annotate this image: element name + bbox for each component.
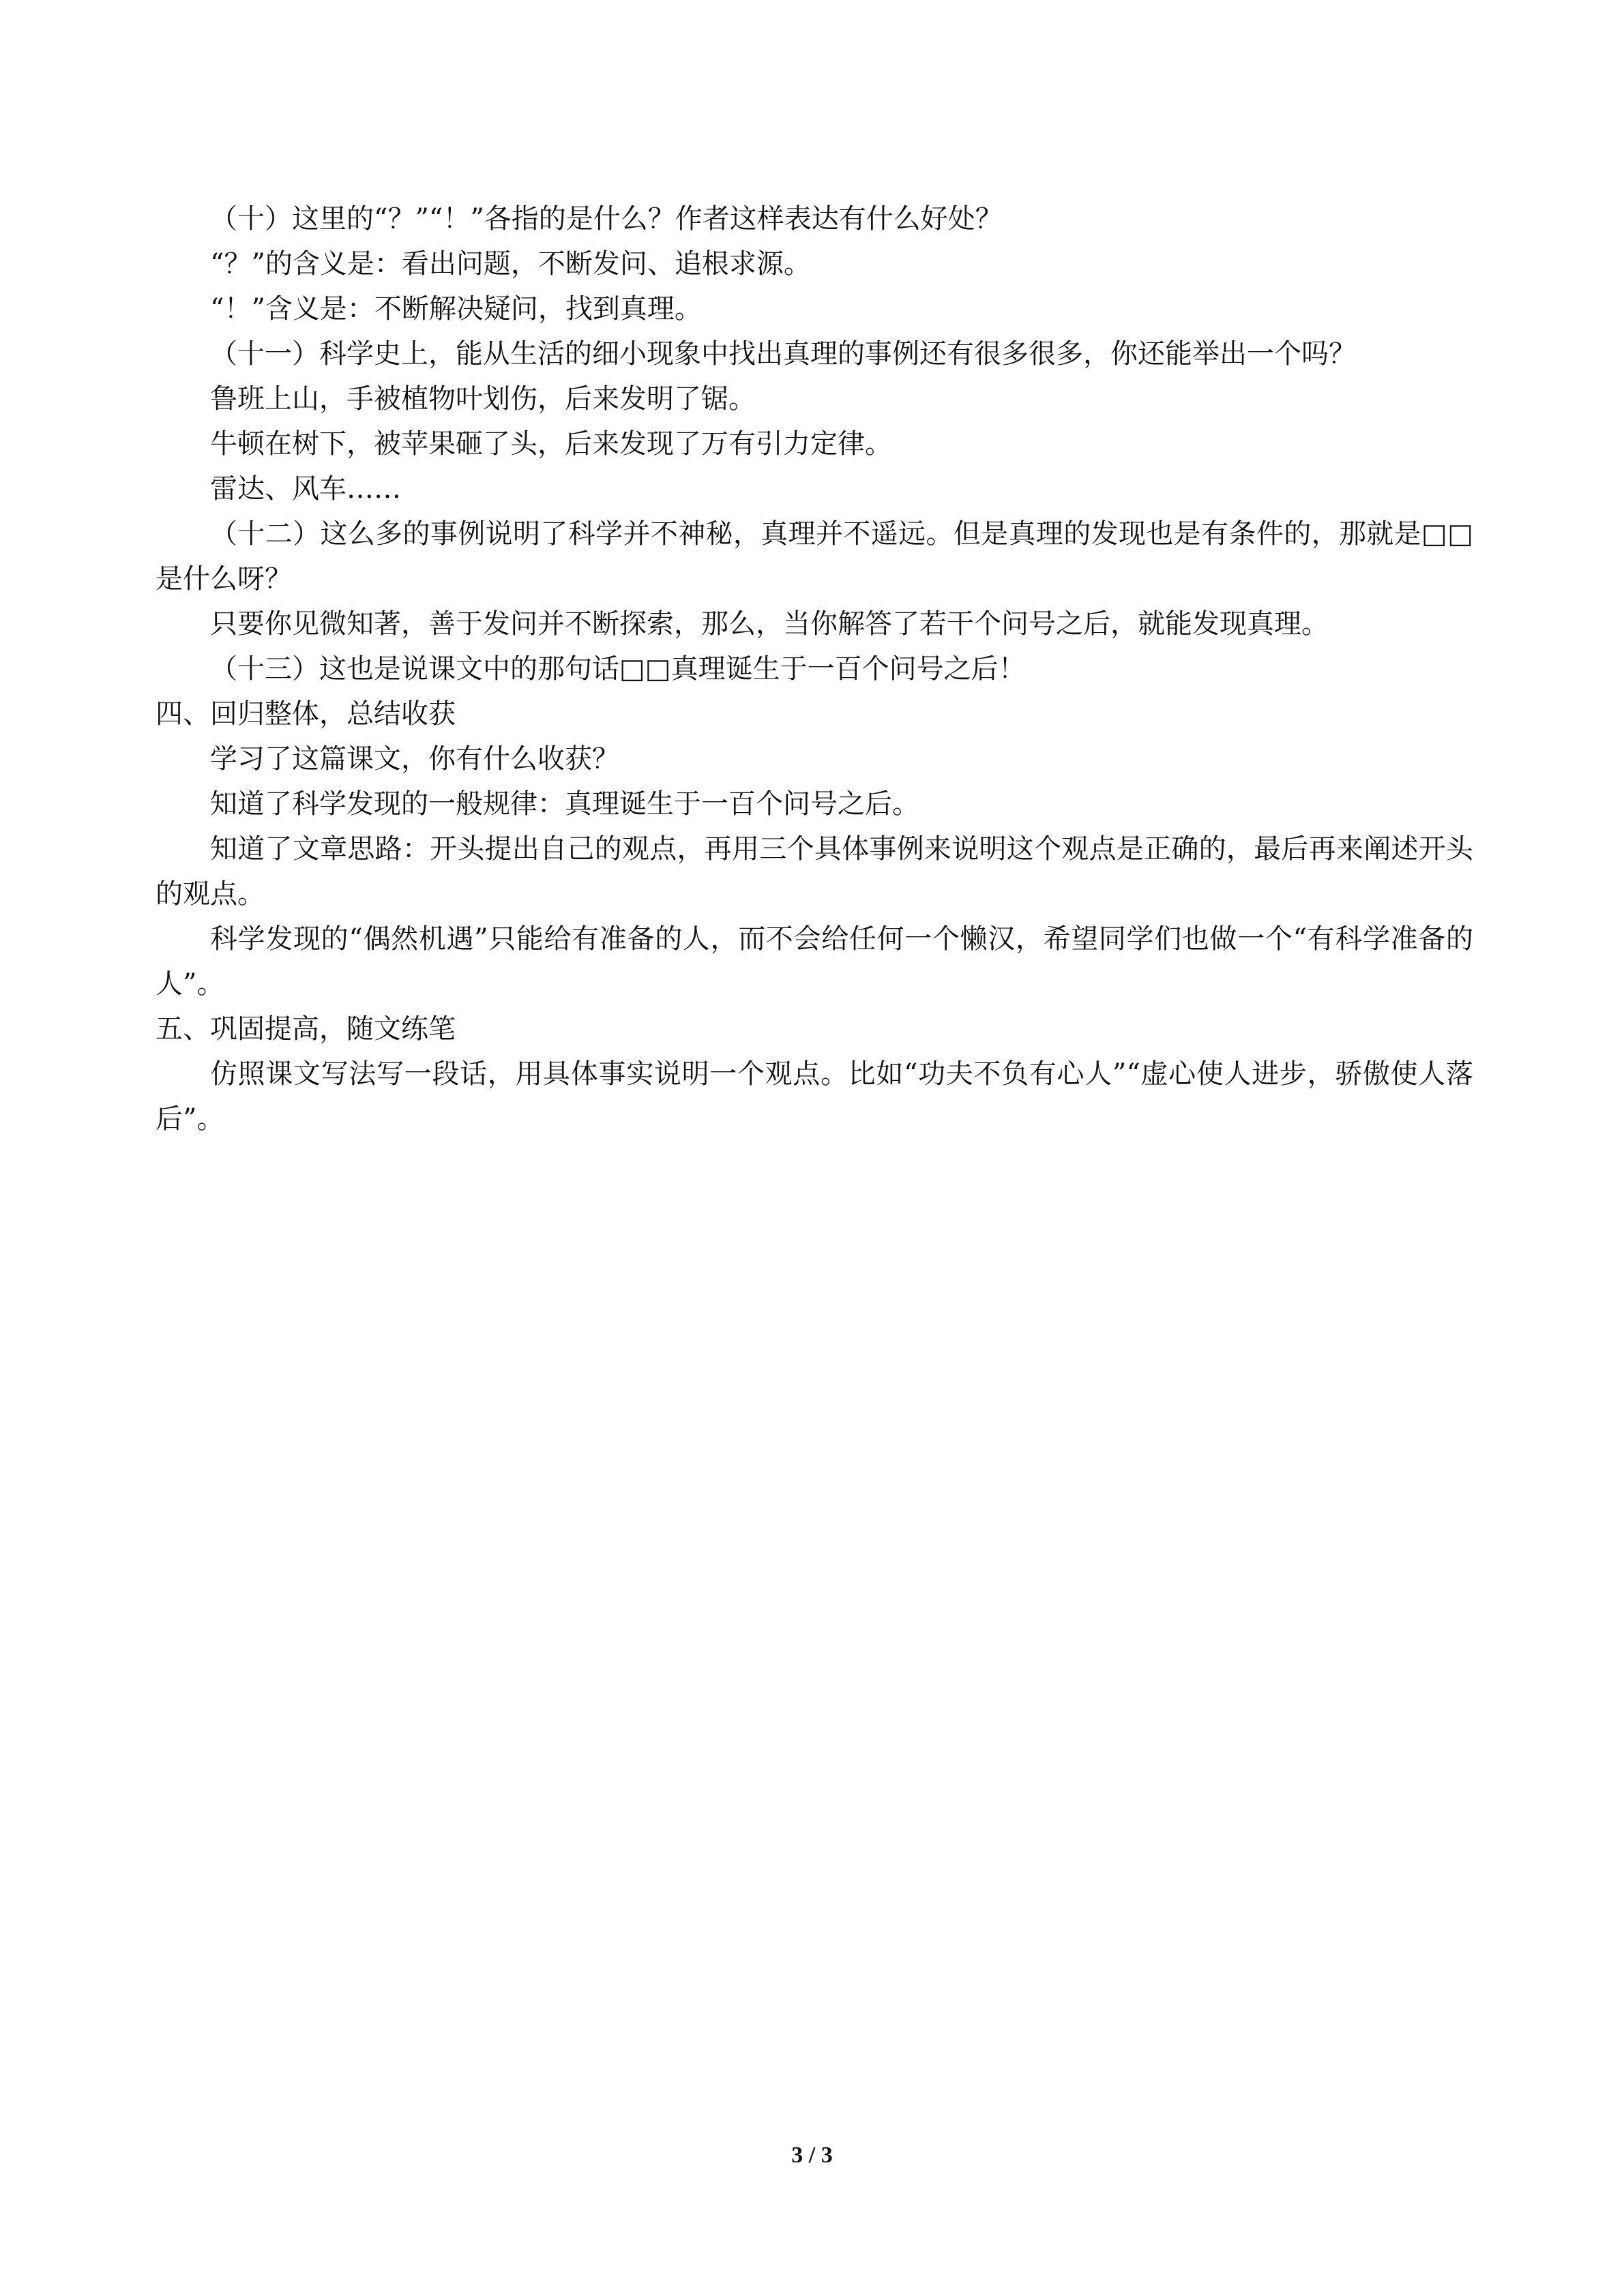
gain-prepared-mind: 科学发现的“偶然机遇”只能给有准备的人，而不会给任何一个懒汉，希望同学们也做一个“有科学准备的人”。 bbox=[156, 923, 1473, 1000]
question-12: （十二）这么多的事例说明了科学并不神秘，真理并不遥远。但是真理的发现也是有条件的，那就是□□是什么呀？ bbox=[156, 518, 1473, 595]
gain-article-structure: 知道了文章思路：开头提出自己的观点，再用三个具体事例来说明这个观点是正确的，最后再来阐述开头的观点。 bbox=[156, 833, 1473, 910]
gain-scientific-law: 知道了科学发现的一般规律：真理诞生于一百个问号之后。 bbox=[210, 788, 919, 820]
section-heading-5: 五、巩固提高，随文练笔 bbox=[156, 1013, 456, 1045]
answer-question-12: 只要你见微知著，善于发问并不断探索，那么，当你解答了若干个问号之后，就能发现真理。 bbox=[210, 608, 1329, 640]
example-newton: 牛顿在树下，被苹果砸了头，后来发现了万有引力定律。 bbox=[210, 428, 892, 460]
answer-question-mark-meaning: “？”的含义是：看出问题，不断发问、追根求源。 bbox=[210, 248, 811, 280]
question-10: （十）这里的“？”“！”各指的是什么？作者这样表达有什么好处？ bbox=[210, 203, 1003, 235]
page-number: 3 / 3 bbox=[791, 2143, 833, 2168]
example-radar-windmill: 雷达、风车…… bbox=[210, 473, 401, 505]
prompt-gains: 学习了这篇课文，你有什么收获？ bbox=[210, 743, 619, 775]
answer-exclamation-meaning: “！”含义是：不断解决疑问，找到真理。 bbox=[210, 293, 702, 325]
question-11: （十一）科学史上，能从生活的细小现象中找出真理的事例还有很多很多，你还能举出一个吗？ bbox=[210, 338, 1356, 370]
example-lu-ban: 鲁班上山，手被植物叶划伤，后来发明了锯。 bbox=[210, 383, 756, 415]
section-heading-4: 四、回归整体，总结收获 bbox=[156, 698, 456, 730]
writing-exercise: 仿照课文写法写一段话，用具体事实说明一个观点。比如“功夫不负有心人”“虚心使人进步，骄傲使人落后”。 bbox=[156, 1058, 1473, 1135]
question-13: （十三）这也是说课文中的那句话□□真理诞生于一百个问号之后！ bbox=[210, 653, 1026, 685]
document-page bbox=[156, 196, 1473, 1142]
